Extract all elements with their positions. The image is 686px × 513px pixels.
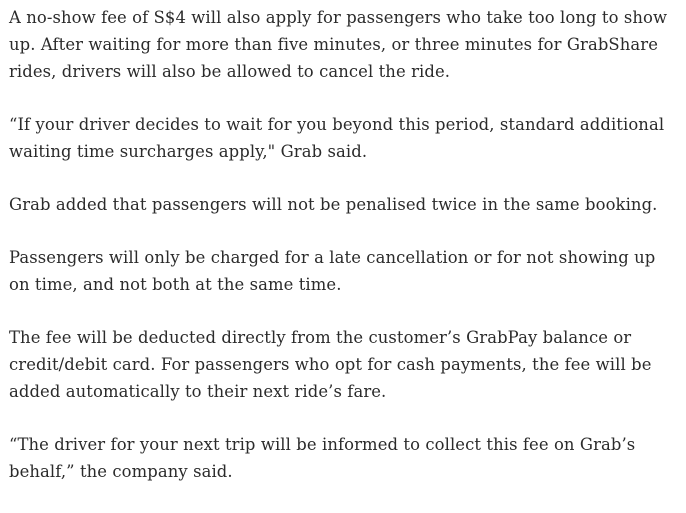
paragraph-not-penalised-twice: Grab added that passengers will not be penalised twice in the same booking.: [9, 195, 658, 214]
paragraph-next-trip-quote: “The driver for your next trip will be informed to collect this fee on Grab’s behalf,” the company said.: [9, 435, 636, 481]
paragraph-fee-deduction: The fee will be deducted directly from the customer’s GrabPay balance or credit/debit card. For passengers who opt for cash payments, the fee will be added automatically to their next ride’s fare.: [9, 328, 652, 401]
paragraph-no-show-fee: A no-show fee of S$4 will also apply for passengers who take too long to show up. After waiting for more than five minutes, or three minutes for GrabShare rides, drivers will also be allowed to cancel the ride.: [9, 8, 668, 81]
article-body: [9, 0, 681, 485]
paragraph-single-charge: Passengers will only be charged for a late cancellation or for not showing up on time, and not both at the same time.: [9, 248, 656, 294]
paragraph-waiting-surcharge-quote: “If your driver decides to wait for you beyond this period, standard additional waiting time surcharges apply," Grab said.: [9, 115, 665, 161]
